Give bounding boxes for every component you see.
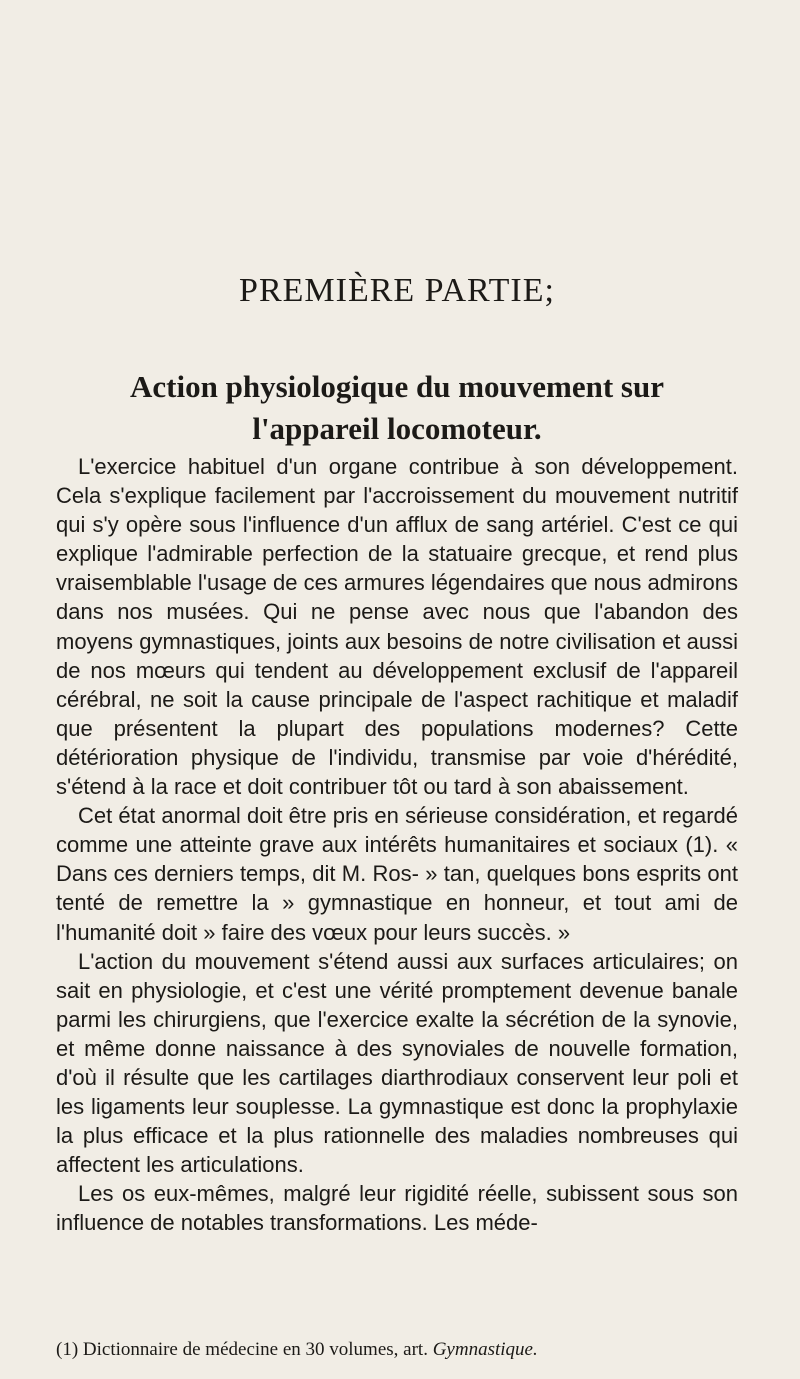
section-title xyxy=(56,366,738,450)
footnote-italic: Gymnastique. xyxy=(432,1339,538,1360)
part-title: PREMIÈRE PARTIE; xyxy=(239,272,555,309)
book-page xyxy=(56,0,738,1379)
body-text xyxy=(56,452,738,1238)
paragraph: L'action du mouvement s'étend aussi aux surfaces articulaires; on sait en physiologie, et c'est une vérité promptement devenue banale parmi les chirurgiens, que l'exercice exalte la sécrétion de la synovie, et même donne naissance à des synoviales de nouvelle formation, d'où il résulte que les cartilages diarthrodiaux conservent leur poli et les ligaments leur souplesse. La gymnastique est donc la prophylaxie la plus efficace et la plus rationnelle des maladies nombreuses qui affectent les articulations. xyxy=(56,948,738,1178)
section-title-line-1: Action physiologique du mouvement sur xyxy=(130,369,664,404)
footnote-text: (1) Dictionnaire de médecine en 30 volumes, art. xyxy=(56,1339,433,1360)
paragraph: Les os eux-mêmes, malgré leur rigidité réelle, subissent sous son influence de notables transformations. Les méde- xyxy=(56,1181,738,1236)
paragraph: L'exercice habituel d'un organe contribue à son développement. Cela s'explique facilement par l'accroissement du mouvement nutritif qui s'y opère sous l'influence d'un afflux de sang artériel. C'est ce qui explique l'admirable perfection de la statuaire grecque, et rend plus vraisemblable l'usage de ces armures légendaires que nous admirons dans nos musées. Qui ne pense avec nous que l'abandon des moyens gymnastiques, joints aux besoins de notre civilisation et aussi de nos mœurs qui tendent au développement exclusif de l'appareil cérébral, ne soit la cause principale de l'aspect rachitique et maladif que présentent la plupart des populations modernes? Cette détérioration physique de l'individu, transmise par voie d'hérédité, s'étend à la race et doit contribuer tôt ou tard à son abaissement. xyxy=(56,454,738,800)
section-title-line-2: l'appareil locomoteur. xyxy=(252,411,542,446)
footnote xyxy=(56,1338,738,1362)
paragraph: Cet état anormal doit être pris en sérieuse considération, et regardé comme une atteinte grave aux intérêts humanitaires et sociaux (1). « Dans ces derniers temps, dit M. Ros- » tan, quelques bons esprits ont tenté de remettre la » gymnastique en honneur, et tout ami de l'humanité doit » faire des vœux pour leurs succès. » xyxy=(56,803,738,945)
